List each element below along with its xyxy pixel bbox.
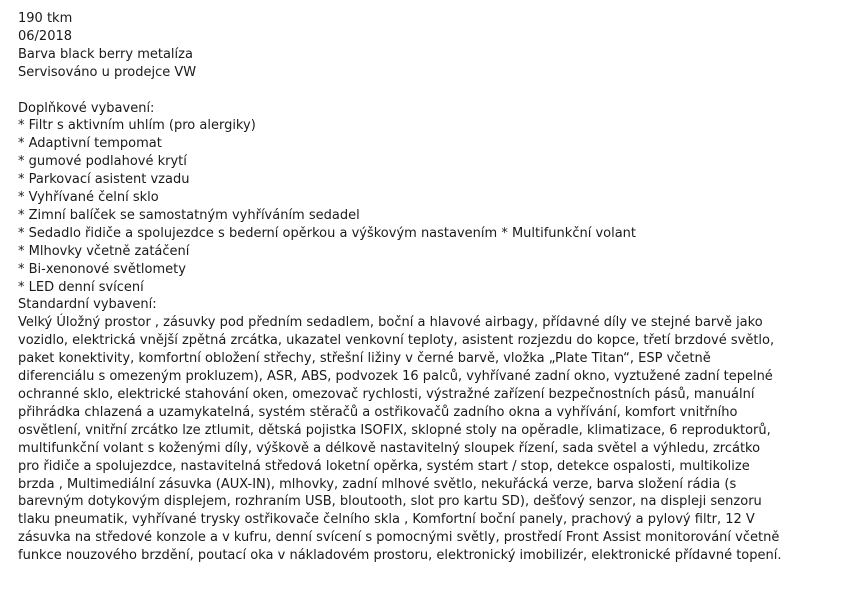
extras-item: * Zimní balíček se samostatným vyhříváním sedadel: [18, 207, 360, 223]
standard-line: barevným dotykovým displejem, rozhraním USB, bloutooth, slot pro kartu SD), dešťový senzor, na displeji senzoru: [18, 494, 762, 510]
extras-item: * Mlhovky včetně zatáčení: [18, 243, 190, 259]
extras-item: * Bi-xenonové světlomety: [18, 261, 186, 277]
standard-line: pro řidiče a spolujezdce, nastavitelná středová loketní opěrka, systém start / stop, detekce ospalosti, multikolize: [18, 458, 750, 474]
listing-description: [18, 10, 858, 565]
extras-item: * Filtr s aktivním uhlím (pro alergiky): [18, 118, 256, 134]
standard-line: zásuvka na středové konzole a v kufru, denní svícení s pomocnými světly, prostředí Front Assist monitorování včetně: [18, 530, 780, 546]
date-text: 06/2018: [18, 28, 73, 44]
extras-item: * Vyhřívané čelní sklo: [18, 190, 159, 206]
standard-line: tlaku pneumatik, vyhřívané trysky ostřikovače čelního skla , Komfortní boční panely, prachový a pylový filtr, 12 V: [18, 512, 755, 528]
standard-line: ochranné sklo, elektrické stahování oken, omezovač rychlosti, výstražné zařízení bezpečnostních pásů, manuální: [18, 387, 755, 403]
standard-line: funkce nouzového brzdění, poutací oka v nákladovém prostoru, elektronický imobilizér, elektronické přídavné topení.: [18, 548, 782, 564]
extras-item: * LED denní svícení: [18, 279, 144, 295]
standard-line: osvětlení, vnitřní zrcátko lze ztlumit, dětská pojistka ISOFIX, sklopné stoly na opěradle, klimatizace, 6 reproduktorů,: [18, 422, 771, 438]
service-text: Servisováno u prodejce VW: [18, 64, 197, 80]
color-text: Barva black berry metalíza: [18, 46, 193, 62]
standard-equipment-paragraph: [18, 314, 858, 565]
extras-item: * Parkovací asistent vzadu: [18, 172, 190, 188]
standard-line: Velký Úložný prostor , zásuvky pod předním sedadlem, boční a hlavové airbagy, přídavné díly ve stejné barvě jako: [18, 315, 763, 331]
standard-heading: Standardní vybavení:: [18, 297, 157, 313]
standard-line: přihrádka chlazená a uzamykatelná, systém stěračů a ostřikovačů zadního okna a vyhřívání, komfort vnitřního: [18, 404, 738, 420]
standard-line: diferenciálu s omezeným prokluzem), ASR, ABS, podvozek 16 palců, vyhřívané zadní okno, vyztužené zadní tepelné: [18, 369, 773, 385]
standard-line: vozidlo, elektrická vnější zpětná zrcátka, ukazatel venkovní teploty, asistent rozjezdu do kopce, třetí brzdové světlo,: [18, 333, 775, 349]
blank-line: [18, 82, 858, 100]
extras-item: * Sedadlo řidiče a spolujezdce s bederní opěrkou a výškovým nastavením * Multifunkční volant: [18, 225, 637, 241]
extras-item: * gumové podlahové krytí: [18, 154, 187, 170]
mileage-text: 190 tkm: [18, 11, 73, 26]
extras-item: * Adaptivní tempomat: [18, 136, 162, 152]
standard-line: brzda , Multimediální zásuvka (AUX-IN), mlhovky, zadní mlhové světlo, nekuřácká verze, barva složení rádia (s: [18, 476, 737, 492]
standard-line: paket konektivity, komfortní obložení střechy, střešní ližiny v černé barvě, vložka „Plate Titan“, ESP včetně: [18, 351, 711, 367]
extras-heading: Doplňkové vybavení:: [18, 100, 155, 116]
standard-line: multifunkční volant s koženými díly, výškově a délkově nastavitelný sloupek řízení, sada světel a výhledu, zrcátko: [18, 440, 761, 456]
